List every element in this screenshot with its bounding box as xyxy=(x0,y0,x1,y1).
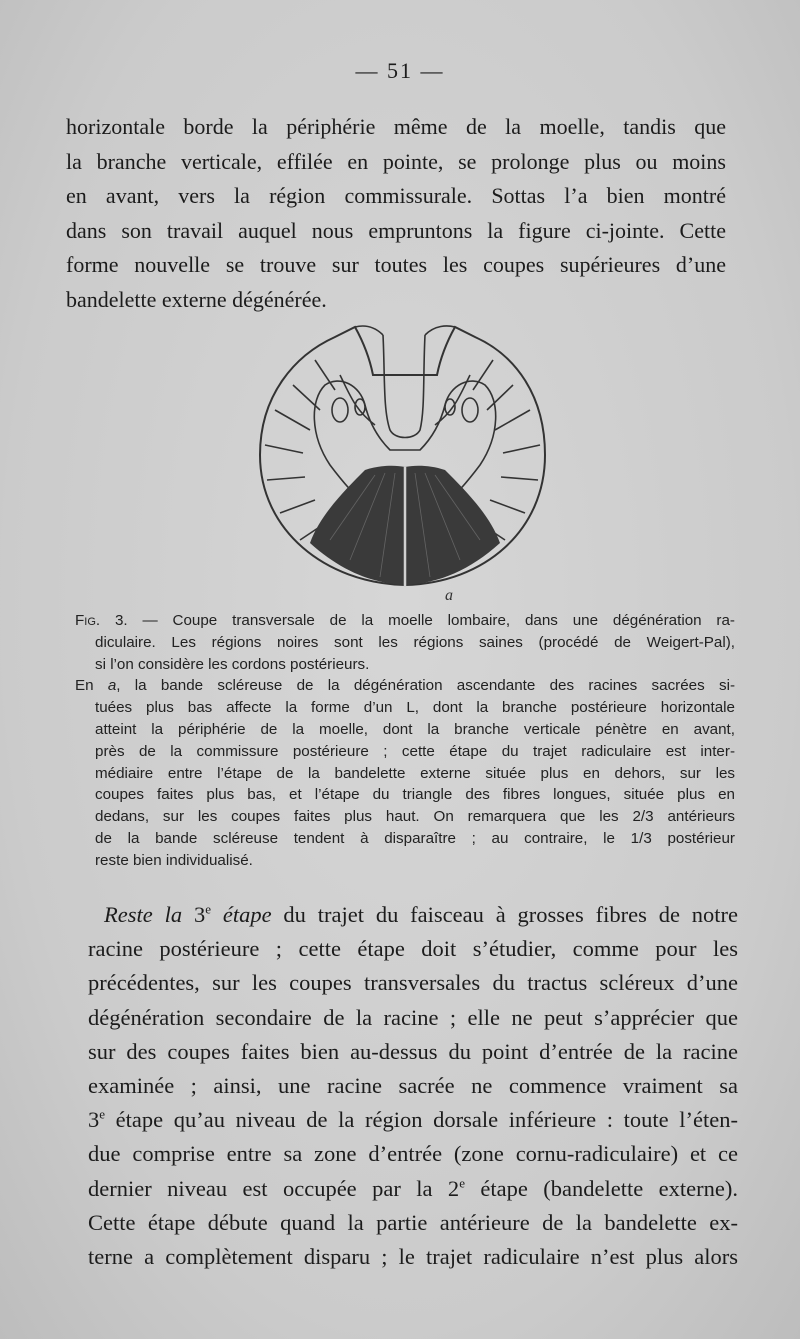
caption-line: si l’on considère les cordons postérieurs. xyxy=(95,655,370,673)
top-paragraph xyxy=(66,110,726,317)
text-line: la branche verticale, effilée en pointe, se prolonge plus ou moins xyxy=(66,148,726,174)
text-line: précédentes, sur les coupes transversales du tractus scléreux d’une xyxy=(88,970,738,996)
text-line: dernier niveau est occupée par la 2e étape (bandelette externe). xyxy=(88,1175,738,1201)
caption-line: diculaire. Les régions noires sont les régions saines (procédé de Weigert-Pal), xyxy=(95,633,735,651)
text-line: Cette étape débute quand la partie antérieure de la bandelette ex- xyxy=(88,1209,738,1235)
text-line: dans son travail auquel nous empruntons la figure ci-jointe. Cette xyxy=(66,217,726,243)
page-number: — 51 — xyxy=(355,58,445,83)
text-line: bandelette externe dégénérée. xyxy=(66,286,327,312)
text-line: due comprise entre sa zone d’entrée (zone cornu-radiculaire) et ce xyxy=(88,1141,738,1167)
caption-line: près de la commissure postérieure ; cette étape du trajet radiculaire est inter- xyxy=(95,742,735,760)
text-line: horizontale borde la périphérie même de la moelle, tandis que xyxy=(66,114,726,139)
text-line: racine postérieure ; cette étape doit s’étudier, comme pour les xyxy=(88,936,738,962)
figure-caption xyxy=(75,610,735,872)
text-line: en avant, vers la région commissurale. Sottas l’a bien montré xyxy=(66,183,726,208)
spinal-cord-section-figure xyxy=(255,315,555,615)
bottom-paragraph xyxy=(88,898,738,1274)
text-line: Reste la 3e étape du trajet du faisceau à grosses fibres de notre xyxy=(104,901,739,927)
caption-line: reste bien individualisé. xyxy=(95,851,253,869)
text-line: 3e étape qu’au niveau de la région dorsale inférieure : toute l’éten- xyxy=(88,1106,738,1133)
caption-line: atteint la périphérie de la moelle, dont la branche verticale pénètre en avant, xyxy=(95,720,735,738)
caption-line: Fig. 3. — Coupe transversale de la moelle lombaire, dans une dégénération ra- xyxy=(75,612,735,629)
caption-line: coupes faites plus bas, et l’étape du triangle des fibres longues, située plus en xyxy=(95,786,735,804)
text-line: dégénération secondaire de la racine ; elle ne peut s’apprécier que xyxy=(88,1004,738,1030)
figure-number: Fig. 3. xyxy=(75,612,128,629)
caption-line: tuées plus bas affecte la forme d’un L, dont la branche postérieure horizontale xyxy=(95,699,735,717)
caption-line: médiaire entre l’étape de la bandelette externe située plus en dehors, sur les xyxy=(95,764,735,782)
caption-line: dedans, sur les coupes faites plus haut. On remarquera que les 2/3 antérieurs xyxy=(95,808,735,826)
spinal-cord-illustration xyxy=(255,315,555,615)
text-line: terne a complètement disparu ; le trajet radiculaire n’est plus alors xyxy=(88,1244,738,1270)
figure-label-a: a xyxy=(445,587,453,604)
caption-line: En a, la bande scléreuse de la dégénération ascendante des racines sacrées si- xyxy=(75,677,735,695)
text-line: forme nouvelle se trouve sur toutes les coupes supérieures d’une xyxy=(66,252,726,277)
text-line: sur des coupes faites bien au-dessus du point d’entrée de la racine xyxy=(88,1038,738,1064)
text-line: examinée ; ainsi, une racine sacrée ne commence vraiment sa xyxy=(88,1073,738,1099)
caption-line: de la bande scléreuse tendent à disparaître ; au contraire, le 1/3 postérieur xyxy=(95,829,735,847)
